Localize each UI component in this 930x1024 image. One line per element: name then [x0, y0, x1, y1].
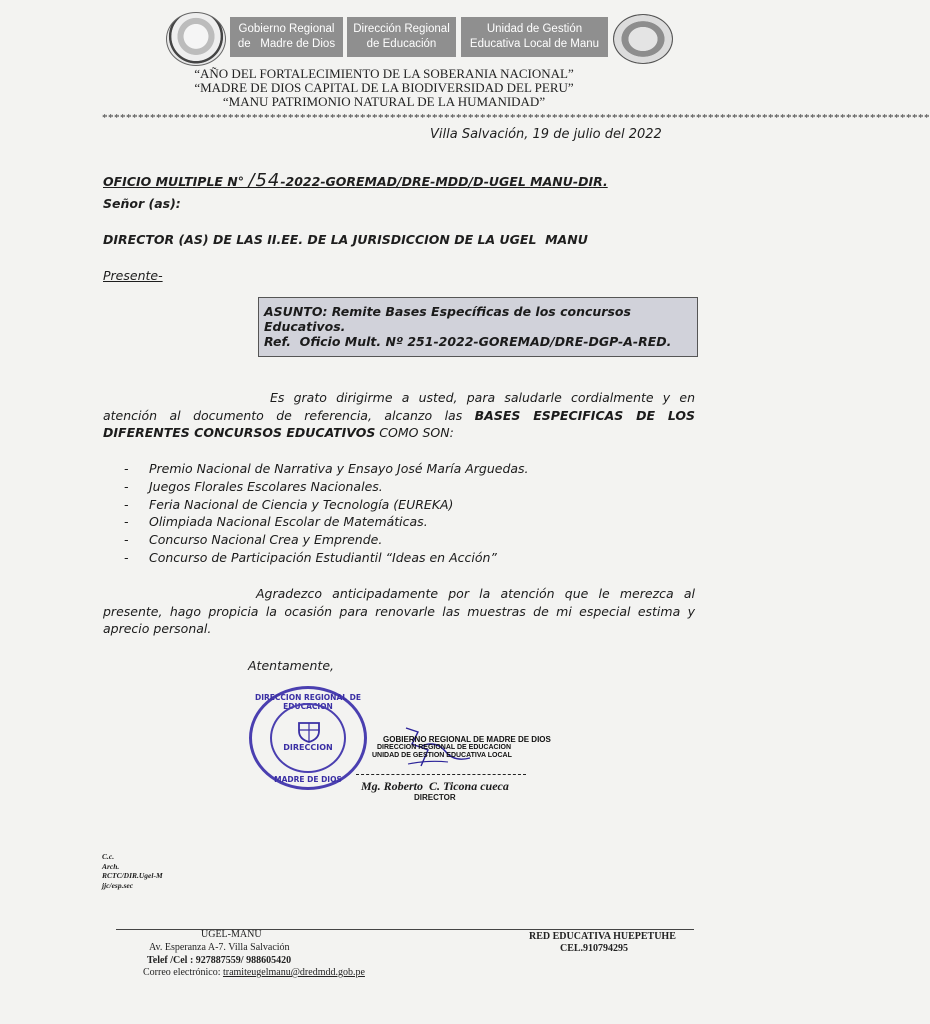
list-bullet: -	[124, 514, 129, 530]
signature-org-line: DIRECCION REGIONAL DE EDUCACION	[377, 744, 512, 751]
footer-phone: Telef /Cel : 927887559/ 988605420	[147, 955, 292, 966]
intro-text: Es grato dirigirme a usted, para saludarle cordialmente y en atención al documento de referencia, alcanzo las	[103, 390, 695, 423]
signature-divider	[356, 774, 526, 775]
oficio-prefix: OFICIO MULTIPLE N°	[103, 174, 245, 189]
header-box-gobierno	[230, 17, 343, 57]
copy-distribution	[102, 852, 163, 890]
footer-org: UGEL-MANU	[201, 929, 262, 940]
header-box-ugel-line1: Unidad de Gestión	[486, 23, 583, 35]
closing-phrase: Atentamente,	[248, 658, 334, 673]
motto-line: “MADRE DE DIOS CAPITAL DE LA BIODIVERSIDAD DEL PERU”	[194, 80, 574, 95]
list-bullet: -	[124, 461, 129, 476]
subject-box	[258, 297, 698, 357]
stamp-top-text: DIRECCION REGIONAL DE EDUCACION	[254, 693, 362, 711]
signature-org-line: GOBIERNO REGIONAL DE MADRE DE DIOS	[383, 735, 551, 744]
stamp-center-text: DIRECCION	[283, 743, 333, 752]
list-bullet: -	[124, 478, 129, 494]
official-stamp	[249, 686, 367, 790]
regional-logo-right	[613, 14, 673, 64]
list-item	[124, 549, 529, 567]
footer-address: Av. Esperanza A-7. Villa Salvación	[149, 942, 290, 953]
signatory-title: DIRECTOR	[414, 793, 456, 802]
signature-org-line: UNIDAD DE GESTION EDUCATIVA LOCAL	[372, 752, 512, 759]
intro-paragraph	[103, 389, 695, 442]
header-box-gobierno-line1: Gobierno Regional	[238, 23, 335, 35]
oficio-suffix: -2022-GOREMAD/DRE-MDD/D-UGEL MANU-DIR.	[280, 174, 608, 189]
reference-line: Ref. Oficio Mult. Nº 251-2022-GOREMAD/DRE-DGP-A-RED.	[264, 334, 672, 349]
header-box-direccion-line1: Dirección Regional	[353, 23, 450, 35]
presente-label: Presente-	[103, 268, 163, 283]
list-item-text: Concurso Nacional Crea y Emprende.	[149, 532, 383, 548]
list-item	[124, 460, 529, 478]
header-box-gobierno-line2: de Madre de Dios	[237, 38, 336, 50]
list-item-text: Feria Nacional de Ciencia y Tecnología (EUREKA)	[149, 496, 454, 512]
letter-date: Villa Salvación, 19 de julio del 2022	[430, 127, 662, 142]
footer-network-phone: CEL.910794295	[560, 943, 629, 954]
list-item	[124, 531, 529, 549]
closing-text: Agradezco anticipadamente por la atención que le merezca al presente, hago propicia la ocasión para renovarle las muestras de mi especial estima y aprecio personal.	[103, 586, 695, 636]
subject-line: ASUNTO: Remite Bases Específicas de los concursos Educativos.	[264, 304, 631, 334]
header-box-ugel-line2: Educativa Local de Manu	[469, 38, 600, 50]
list-item-text: Juegos Florales Escolares Nacionales.	[149, 478, 383, 494]
list-bullet: -	[124, 549, 129, 565]
stamp-bottom-text: MADRE DE DIOS	[274, 775, 342, 784]
footer-network: RED EDUCATIVA HUEPETUHE	[529, 931, 676, 942]
list-bullet: -	[124, 532, 129, 548]
header-box-direccion	[347, 17, 456, 57]
contest-list	[124, 460, 529, 567]
motto-line: “MANU PATRIMONIO NATURAL DE LA HUMANIDAD”	[222, 94, 546, 109]
list-item-text: Premio Nacional de Narrativa y Ensayo José María Arguedas.	[149, 461, 529, 476]
signatory-name: Mg. Roberto C. Ticona cueca	[361, 779, 509, 793]
intro-end-text: COMO SON:	[375, 425, 454, 440]
star-divider: ******************************************************************************************************************************************	[102, 112, 930, 124]
footer-email-label: Correo electrónico:	[143, 967, 223, 978]
footer-email-link[interactable]: tramiteugelmanu@dredmdd.gob.pe	[222, 967, 365, 978]
oficio-reference	[103, 170, 608, 191]
intro-bold-text: BASES ESPECIFICAS DE LOS DIFERENTES CONCURSOS EDUCATIVOS	[103, 407, 695, 440]
cc-line: RCTC/DIR.Ugel-M	[102, 871, 163, 880]
salutation: Señor (as):	[103, 196, 181, 211]
motto-line: “AÑO DEL FORTALECIMIENTO DE LA SOBERANIA NACIONAL”	[194, 66, 574, 81]
recipient: DIRECTOR (AS) DE LAS II.EE. DE LA JURISDICCION DE LA UGEL MANU	[103, 232, 588, 247]
cc-line: Arch.	[102, 861, 120, 871]
header-box-direccion-line2: de Educación	[366, 38, 437, 50]
cc-line: jjc/esp.sec	[102, 880, 134, 890]
list-item	[124, 513, 529, 531]
header-mottos	[0, 67, 784, 109]
list-item	[124, 496, 529, 514]
oficio-number: /54	[248, 170, 281, 191]
footer-email	[143, 967, 365, 978]
cc-line: C.c.	[102, 852, 115, 861]
list-item	[124, 478, 529, 496]
list-bullet: -	[124, 496, 129, 512]
header-box-ugel	[461, 17, 608, 57]
closing-paragraph	[103, 585, 695, 638]
coat-of-arms-icon	[296, 721, 322, 743]
list-item-text: Concurso de Participación Estudiantil “Ideas en Acción”	[149, 549, 497, 565]
list-item-text: Olimpiada Nacional Escolar de Matemáticas.	[149, 514, 428, 530]
ugel-logo-left	[166, 12, 226, 66]
